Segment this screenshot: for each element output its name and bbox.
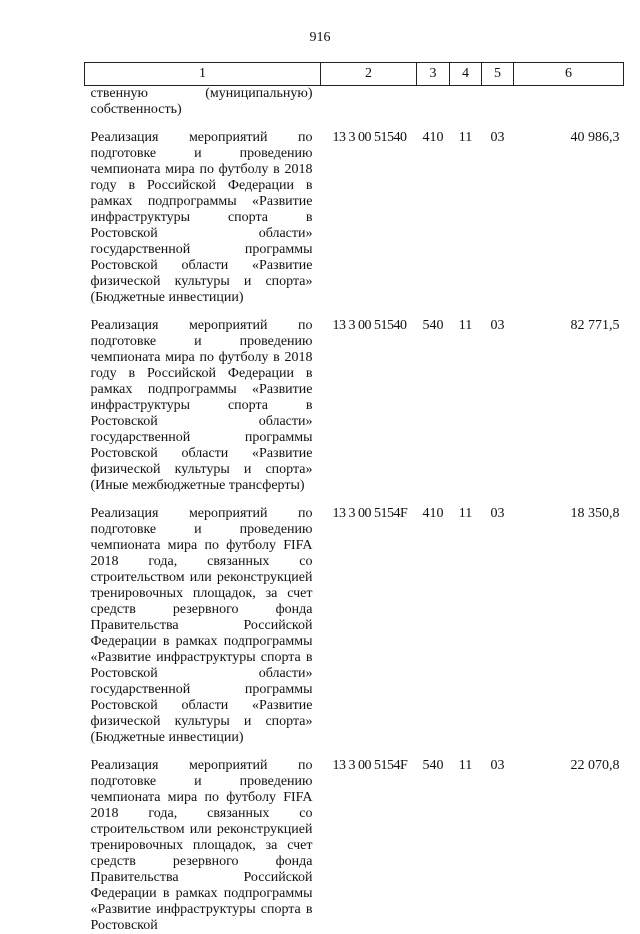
table-row [85, 306, 624, 494]
header-col-6: 6 [514, 63, 624, 86]
row-col-5: 03 [490, 758, 505, 773]
row-code: 13 3 00 5154F [332, 758, 408, 773]
header-col-3: 3 [417, 63, 450, 86]
row-col-5: 03 [490, 318, 505, 333]
budget-table [84, 62, 624, 934]
header-col-4: 4 [450, 63, 482, 86]
row-description: Реализация мероприятий по подготовке и проведению чемпионата мира по футболу FIFA 2018 года, связанных со строительством или реконструкцией тренировочных площадок, за счет средств резервного фонда Правительства Российской Федерации в рамках подпрограммы «Развитие инфраструктуры спорта в Ростовской [90, 758, 313, 933]
row-amount: 40 986,3 [570, 130, 620, 145]
row-code: 13 3 00 5154F [332, 506, 408, 521]
table-row-continuation [85, 86, 624, 119]
row-col-3: 410 [422, 506, 444, 521]
row-col-4: 11 [458, 506, 473, 521]
header-col-2: 2 [321, 63, 417, 86]
row-col-4: 11 [458, 318, 473, 333]
row-col-3: 540 [422, 318, 444, 333]
table-row [85, 118, 624, 306]
row-col-4: 11 [458, 130, 473, 145]
row-amount: 82 771,5 [570, 318, 620, 333]
row-col-4: 11 [458, 758, 473, 773]
header-col-5: 5 [482, 63, 514, 86]
table-row [85, 494, 624, 746]
row-amount: 18 350,8 [570, 506, 620, 521]
row-col-5: 03 [490, 130, 505, 145]
row-code: 13 3 00 51540 [332, 130, 407, 145]
row-code: 13 3 00 51540 [332, 318, 407, 333]
table-row [85, 746, 624, 934]
table-header [85, 63, 624, 86]
row-col-3: 410 [422, 130, 444, 145]
header-col-1: 1 [85, 63, 321, 86]
continuation-text: ственную (муниципальную) собственность) [90, 86, 313, 117]
row-amount: 22 070,8 [570, 758, 620, 773]
row-col-5: 03 [490, 506, 505, 521]
row-description: Реализация мероприятий по подготовке и проведению чемпионата мира по футболу в 2018 году в Российской Федерации в рамках подпрограммы «Развитие инфраструктуры спорта в Ростовской области» государственной программы Ростовской области «Развитие физической культуры и спорта» (Иные межбюджетные трансферты) [90, 318, 313, 493]
row-col-3: 540 [422, 758, 444, 773]
page-number: 916 [309, 30, 331, 45]
row-description: Реализация мероприятий по подготовке и проведению чемпионата мира по футболу в 2018 году в Российской Федерации в рамках подпрограммы «Развитие инфраструктуры спорта в Ростовской области» государственной программы Ростовской области «Развитие физической культуры и спорта» (Бюджетные инвестиции) [90, 130, 313, 305]
row-description: Реализация мероприятий по подготовке и проведению чемпионата мира по футболу FIFA 2018 года, связанных со строительством или реконструкцией тренировочных площадок, за счет средств резервного фонда Правительства Российской Федерации в рамках подпрограммы «Развитие инфраструктуры спорта в Ростовской области» государственной программы Ростовской области «Развитие физической культуры и спорта» (Бюджетные инвестиции) [90, 506, 313, 745]
